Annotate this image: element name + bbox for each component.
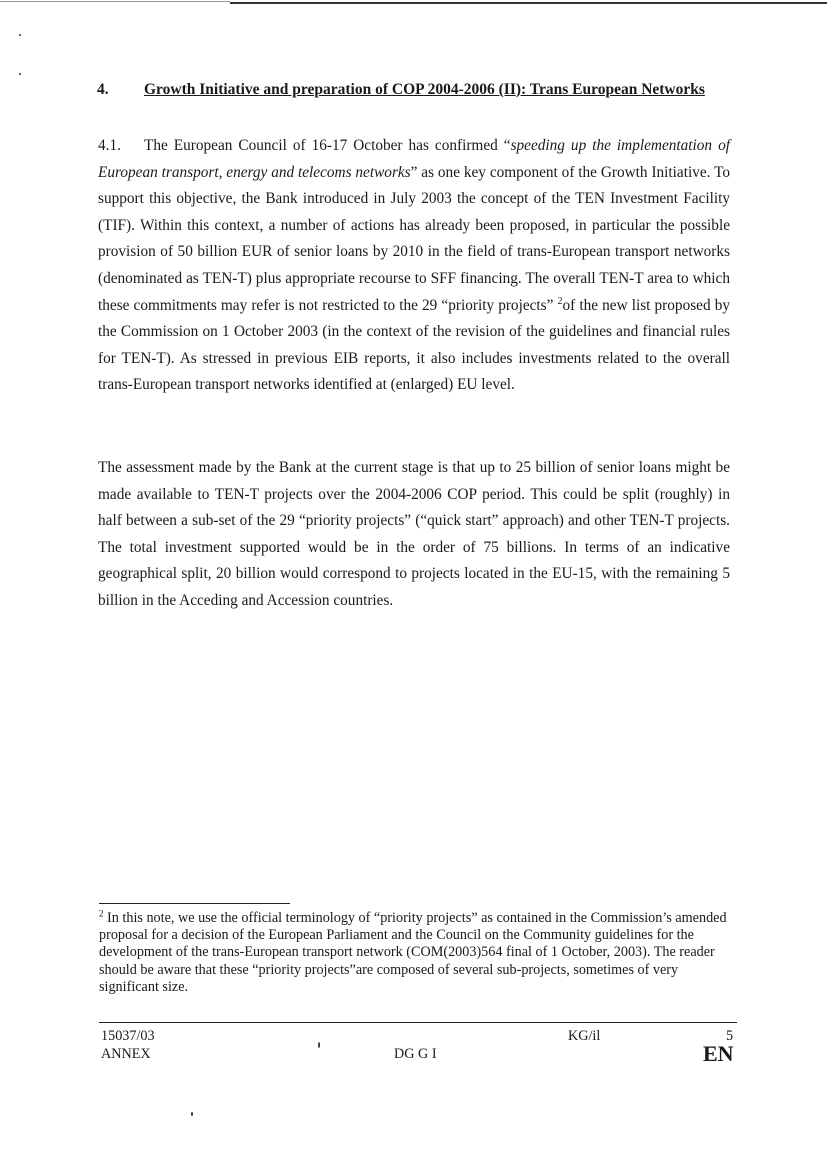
scan-speck bbox=[318, 1042, 320, 1048]
footnote-reference: 2 bbox=[557, 295, 563, 307]
footer-language-code: EN bbox=[703, 1041, 734, 1066]
paragraph-quote: speeding up the implementation of European transport, energy and telecoms networks bbox=[98, 137, 730, 181]
footnote-separator bbox=[99, 903, 290, 904]
footnote bbox=[99, 910, 731, 996]
paragraph-4-1 bbox=[98, 133, 730, 399]
section-title: Growth Initiative and preparation of COP 2004-2006 (II): Trans European Networks bbox=[144, 81, 705, 98]
paragraph-text-c: of the new list proposed by the Commission on 1 October 2003 (in the context of the revision of the guidelines and financial rules for TEN-T). As stressed in previous EIB reports, it also includes investments related to the overall trans-European transport networks identified at (enlarged) EU level. bbox=[98, 296, 730, 394]
paragraph-text: The assessment made by the Bank at the current stage is that up to 25 billion of senior loans might be made available to TEN-T projects over the 2004-2006 COP period. This could be split (roughly) in half between a sub-set of the 29 “priority projects” (“quick start” approach) and other TEN-T projects. The total investment supported would be in the order of 75 billions. In terms of an indicative geographical split, 20 billion would correspond to projects located in the EU-15, with the remaining 5 billion in the Acceding and Accession countries. bbox=[98, 459, 730, 609]
footnote-text: In this note, we use the official terminology of “priority projects” as contained in the Commission’s amended proposal for a decision of the European Parliament and the Council on the Community guidelines for the development of the trans-European transport network (COM(2003)564 final of 1 October, 2003). The reader should be aware that these “priority projects”are composed of several sub-projects, sometimes of very significant size. bbox=[99, 910, 727, 995]
footer-initials: KG/il bbox=[568, 1028, 601, 1044]
section-heading bbox=[97, 81, 737, 99]
paragraph-text-b: ” as one key component of the Growth Initiative. To support this objective, the Bank introduced in July 2003 the concept of the TEN Investment Facility (TIF). Within this context, a number of actions has already been proposed, in particular the possible provision of 50 billion EUR of senior loans by 2010 in the field of trans-European transport networks (denominated as TEN-T) plus appropriate recourse to SFF financing. The overall TEN-T area to which these commitments may refer is not restricted to the 29 “priority projects” bbox=[98, 163, 731, 314]
footnote-marker: 2 bbox=[99, 908, 104, 919]
footer-separator bbox=[99, 1022, 737, 1023]
scan-speck bbox=[191, 1112, 193, 1116]
footer-doc-number: 15037/03 bbox=[101, 1028, 155, 1044]
scan-speck bbox=[19, 34, 21, 36]
footer-department: DG G I bbox=[394, 1046, 437, 1062]
scan-speck bbox=[19, 73, 21, 75]
footer-annex: ANNEX bbox=[101, 1046, 151, 1062]
paragraph-text-a: The European Council of 16-17 October has confirmed “ bbox=[144, 137, 511, 154]
section-number: 4. bbox=[97, 81, 109, 98]
paragraph-assessment bbox=[98, 455, 730, 615]
scan-top-border bbox=[0, 0, 827, 6]
footer-page-number: 5 bbox=[726, 1028, 734, 1044]
paragraph-number: 4.1. bbox=[98, 137, 121, 154]
